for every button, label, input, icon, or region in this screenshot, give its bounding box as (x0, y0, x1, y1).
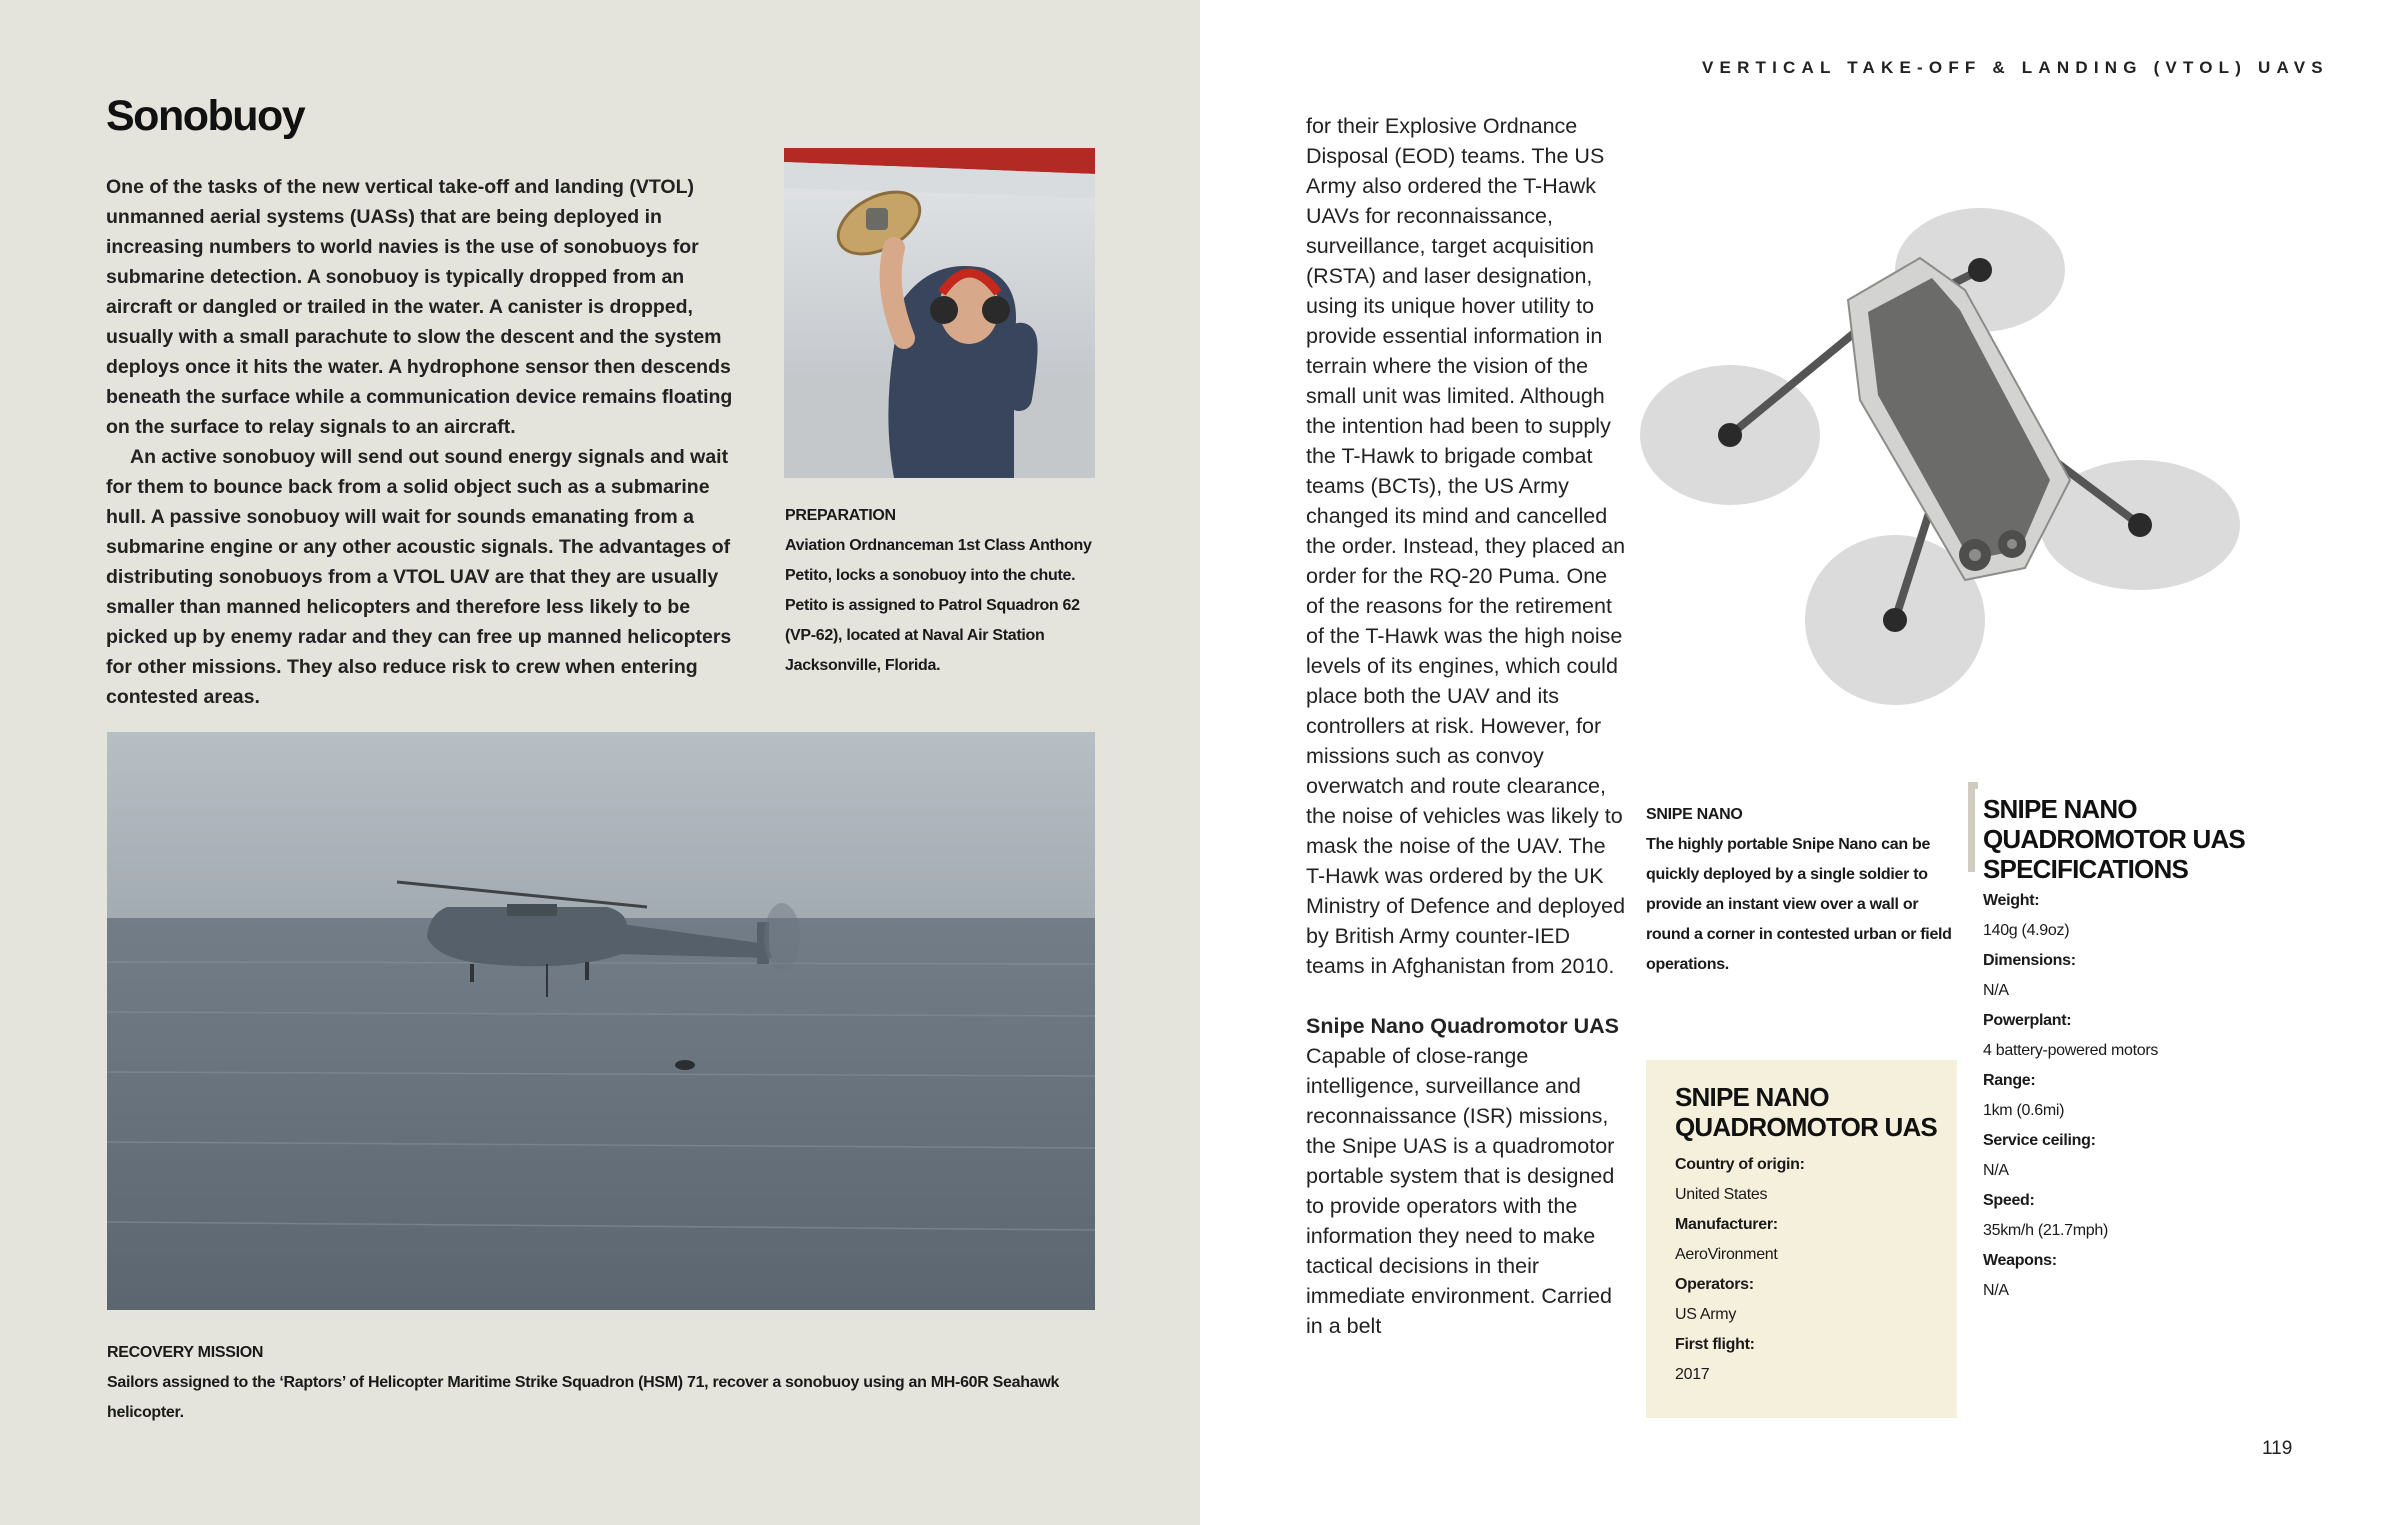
info-box-list (1675, 1150, 1957, 1390)
info-box-heading: SNIPE NANO QUADROMOTOR UAS (1675, 1082, 1937, 1142)
intro-paragraph-1: One of the tasks of the new vertical take-off and landing (VTOL) unmanned aerial systems (UASs) that are being deployed in increasing numbers to world navies is the use of sonobuoys for submarine detection. A sonobuoy is typically dropped from an aircraft or dangled or trailed in the water. A canister is dropped, usually with a small parachute to slow the descent and the system deploys once it hits the water. A hydrophone sensor then descends beneath the surface while a communication device remains floating on the surface to relay signals to an aircraft. (106, 176, 733, 438)
info-value: United States (1675, 1186, 1768, 1203)
main-text-2: Capable of close-range intelligence, surveillance and reconnaissance (ISR) missions, the Snipe UAS is a quadromotor portable system that is designed to provide operators with the information they need to make tactical decisions in their immediate environment. Carried in a belt (1306, 1044, 1615, 1338)
caption-preparation-title: PREPARATION (785, 507, 896, 524)
spec-label: Dimensions: (1983, 952, 2076, 969)
caption-preparation (785, 501, 1105, 681)
info-value: 2017 (1675, 1366, 1710, 1383)
photo-preparation (784, 148, 1095, 478)
running-head: VERTICAL TAKE-OFF & LANDING (VTOL) UAVS (1702, 58, 2329, 77)
spec-value: 1km (0.6mi) (1983, 1102, 2065, 1119)
spec-label: Weapons: (1983, 1252, 2057, 1269)
caption-recovery-text: Sailors assigned to the ‘Raptors’ of Helicopter Maritime Strike Squadron (HSM) 71, recover a sonobuoy using an MH-60R Seahawk helicopter. (107, 1374, 1060, 1421)
spec-value: N/A (1983, 1282, 2009, 1299)
sonobuoy-shape (675, 1060, 695, 1070)
spec-value: 35km/h (21.7mph) (1983, 1222, 2109, 1239)
info-value: US Army (1675, 1306, 1737, 1323)
spec-label: Weight: (1983, 892, 2040, 909)
main-text-1: for their Explosive Ordnance Disposal (EOD) teams. The US Army also ordered the T-Hawk UAVs for reconnaissance, surveillance, target acquisition (RSTA) and laser designation, using its unique hover utility to provide essential information in terrain where the vision of the small unit was limited. Although the intention had been to supply the T-Hawk to brigade combat teams (BCTs), the US Army changed its mind and cancelled the order. Instead, they placed an order for the RQ-20 Puma. One of the reasons for the retirement of the T-Hawk was the high noise levels of its engines, which could place both the UAV and its controllers at risk. However, for missions such as convoy overwatch and route clearance, the noise of vehicles was likely to mask the noise of the UAV. The T-Hawk was ordered by the UK Ministry of Defence and deployed by British Army counter-IED teams in Afghanistan from 2010. (1306, 114, 1626, 978)
photo-recovery-mission (107, 732, 1095, 1310)
spec-value: N/A (1983, 1162, 2009, 1179)
intro-paragraph-2: An active sonobuoy will send out sound energy signals and wait for them to bounce back from a solid object such as a submarine hull. A passive sonobuoy will wait for sounds emanating from a submarine engine or any other acoustic signals. The advantages of distributing sonobuoys from a VTOL UAV are that they are usually smaller than manned helicopters and therefore less likely to be picked up by enemy radar and they can free up manned helicopters for other missions. They also reduce risk to crew when entering contested areas. (106, 446, 732, 708)
info-label: Operators: (1675, 1276, 1754, 1293)
helicopter-over-sea-image (107, 732, 1095, 1310)
specifications-box (1968, 782, 2268, 1306)
caption-snipe-nano-text: The highly portable Snipe Nano can be quickly deployed by a single soldier to provide an instant view over a wall or round a corner in contested urban or field operations. (1646, 836, 1952, 973)
info-label: Country of origin: (1675, 1156, 1805, 1173)
photo-snipe-nano (1620, 180, 2300, 770)
caption-snipe-nano-title: SNIPE NANO (1646, 806, 1743, 823)
sailor-loading-sonobuoy-image (784, 148, 1095, 478)
spec-label: Service ceiling: (1983, 1132, 2096, 1149)
spec-value: 140g (4.9oz) (1983, 922, 2070, 939)
spec-label: Speed: (1983, 1192, 2035, 1209)
intro-text (106, 172, 746, 712)
specifications-heading: SNIPE NANO QUADROMOTOR UAS SPECIFICATIONS (1983, 794, 2245, 884)
spec-label: Powerplant: (1983, 1012, 2072, 1029)
info-value: AeroVironment (1675, 1246, 1778, 1263)
bracket-decoration (1968, 782, 1978, 872)
section-title: Sonobuoy (106, 92, 305, 140)
info-label: First flight: (1675, 1336, 1755, 1353)
spec-value: N/A (1983, 982, 2009, 999)
spec-value: 4 battery-powered motors (1983, 1042, 2159, 1059)
spec-label: Range: (1983, 1072, 2036, 1089)
snipe-nano-drone-image (1620, 180, 2300, 770)
subhead: Snipe Nano Quadromotor UAS (1306, 1014, 1619, 1038)
caption-snipe-nano (1646, 800, 1956, 980)
info-box (1646, 1060, 1957, 1418)
caption-recovery-mission (107, 1338, 1097, 1428)
info-label: Manufacturer: (1675, 1216, 1778, 1233)
specifications-list (1968, 886, 2268, 1306)
main-column (1306, 111, 1626, 1341)
caption-recovery-title: RECOVERY MISSION (107, 1344, 264, 1361)
page-number: 119 (2262, 1438, 2293, 1459)
caption-preparation-text: Aviation Ordnanceman 1st Class Anthony Petito, locks a sonobuoy into the chute. Petito is assigned to Patrol Squadron 62 (VP-62), located at Naval Air Station Jacksonville, Florida. (785, 537, 1092, 674)
